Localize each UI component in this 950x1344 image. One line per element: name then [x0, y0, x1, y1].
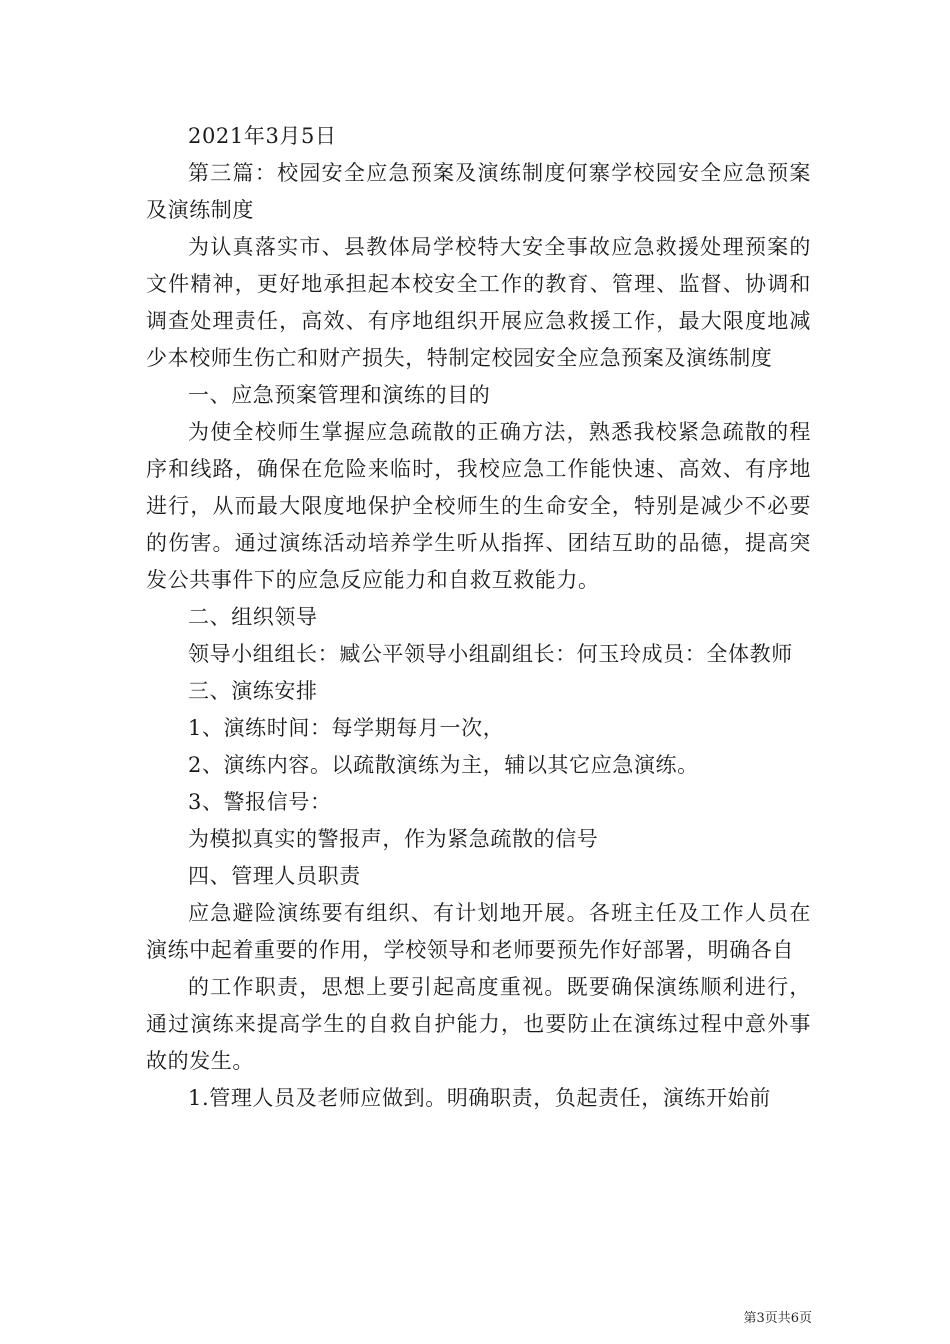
intro-paragraph: 为认真落实市、县教体局学校特大安全事故应急救援处理预案的文件精神，更好地承担起本校安全工作的教育、管理、监督、协调和调查处理责任，高效、有序地组织开展应急救援工作，最大限度地减少本校师生伤亡和财产损失，特制定校园安全应急预案及演练制度	[146, 235, 811, 370]
staff-duties-continued: 的工作职责，思想上要引起高度重视。既要确保演练顺利进行，通过演练来提高学生的自救自护能力，也要防止在演练过程中意外事故的发生。	[146, 975, 811, 1073]
document-body	[146, 118, 811, 1117]
staff-duties-paragraph: 应急避险演练要有组织、有计划地开展。各班主任及工作人员在演练中起着重要的作用，学校领导和老师要预先作好部署，明确各自	[146, 901, 811, 962]
alarm-signal-paragraph: 为模拟真实的警报声，作为紧急疏散的信号	[188, 827, 599, 851]
section-title: 第三篇：校园安全应急预案及演练制度何寨学校园安全应急预案及演练制度	[146, 161, 811, 222]
heading-staff-duties: 四、管理人员职责	[188, 864, 361, 888]
alarm-signal-heading: 3、警报信号：	[188, 790, 332, 814]
heading-organization: 二、组织领导	[188, 605, 318, 629]
page-number: 第3页共6页	[743, 1311, 812, 1326]
staff-requirements: 1.管理人员及老师应做到。明确职责，负起责任，演练开始前	[188, 1086, 771, 1110]
drill-content: 2、演练内容。以疏散演练为主，辅以其它应急演练。	[188, 753, 699, 777]
drill-time: 1、演练时间：每学期每月一次，	[188, 716, 505, 740]
heading-drill-arrangement: 三、演练安排	[188, 679, 318, 703]
purpose-paragraph: 为使全校师生掌握应急疏散的正确方法，熟悉我校紧急疏散的程序和线路，确保在危险来临时，我校应急工作能快速、高效、有序地进行，从而最大限度地保护全校师生的生命安全，特别是减少不必要的伤害。通过演练活动培养学生听从指挥、团结互助的品德，提高突发公共事件下的应急反应能力和自救互救能力。	[146, 420, 811, 592]
organization-paragraph: 领导小组组长：臧公平领导小组副组长：何玉玲成员：全体教师	[188, 642, 793, 666]
date-line: 2021年3月5日	[188, 124, 337, 148]
heading-purpose: 一、应急预案管理和演练的目的	[188, 383, 491, 407]
